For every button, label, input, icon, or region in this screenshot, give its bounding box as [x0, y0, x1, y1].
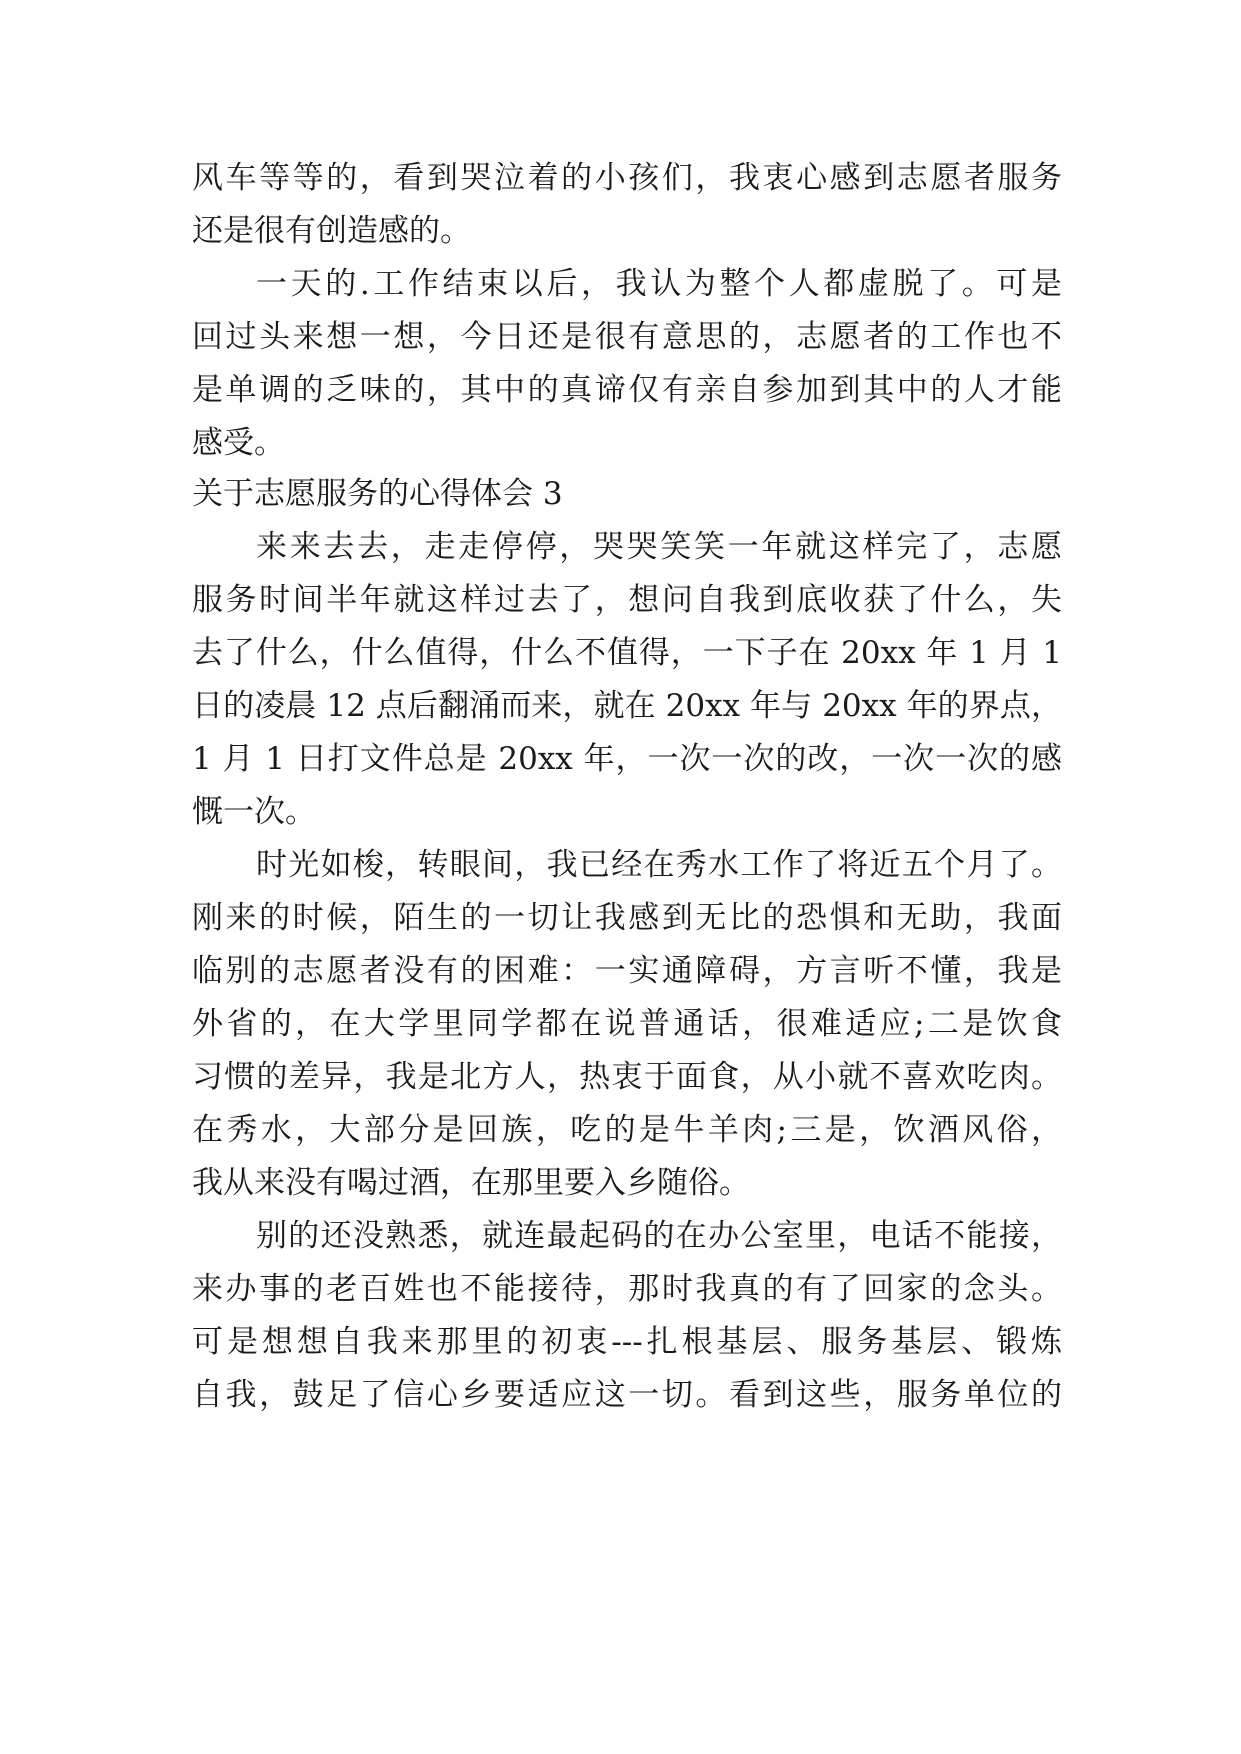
text-line: 时光如梭，转眼间，我已经在秀水工作了将近五个月了。: [256, 847, 1062, 883]
text-line: 可是想想自我来那里的初衷---扎根基层、服务基层、锻炼: [192, 1324, 1062, 1360]
text-line: 刚来的时候，陌生的一切让我感到无比的恐惧和无助，我面: [192, 900, 1062, 936]
text-line: 服务时间半年就这样过去了，想问自我到底收获了什么，失: [192, 582, 1062, 618]
text-line: 日的凌晨 12 点后翻涌而来，就在 20xx 年与 20xx 年的界点，: [192, 688, 1062, 724]
section-heading: 关于志愿服务的心得体会 3: [192, 476, 563, 512]
text-line: 还是很有创造感的。: [192, 213, 471, 249]
text-line: 1 月 1 日打文件总是 20xx 年，一次一次的改，一次一次的感: [192, 741, 1062, 777]
text-line: 临别的志愿者没有的困难：一实通障碍，方言听不懂，我是: [192, 953, 1062, 989]
text-line: 慨一次。: [192, 794, 316, 830]
text-line: 来办事的老百姓也不能接待，那时我真的有了回家的念头。: [192, 1271, 1062, 1307]
text-line: 在秀水，大部分是回族，吃的是牛羊肉;三是，饮酒风俗，: [192, 1112, 1062, 1148]
text-line: 回过头来想一想，今日还是很有意思的，志愿者的工作也不: [192, 319, 1062, 355]
text-line: 一天的.工作结束以后，我认为整个人都虚脱了。可是: [256, 266, 1062, 302]
text-line: 我从来没有喝过酒，在那里要入乡随俗。: [192, 1165, 750, 1201]
text-line: 外省的，在大学里同学都在说普通话，很难适应;二是饮食: [192, 1006, 1062, 1042]
text-line: 去了什么，什么值得，什么不值得，一下子在 20xx 年 1 月 1: [192, 635, 1062, 671]
text-line: 感受。: [192, 425, 285, 461]
text-line: 来来去去，走走停停，哭哭笑笑一年就这样完了，志愿: [256, 529, 1062, 565]
text-line: 是单调的乏味的，其中的真谛仅有亲自参加到其中的人才能: [192, 372, 1062, 408]
text-line: 自我，鼓足了信心乡要适应这一切。看到这些，服务单位的: [192, 1377, 1062, 1413]
text-line: 习惯的差异，我是北方人，热衷于面食，从小就不喜欢吃肉。: [192, 1059, 1062, 1095]
text-line: 别的还没熟悉，就连最起码的在办公室里，电话不能接，: [256, 1218, 1062, 1254]
text-line: 风车等等的，看到哭泣着的小孩们，我衷心感到志愿者服务: [192, 160, 1062, 196]
